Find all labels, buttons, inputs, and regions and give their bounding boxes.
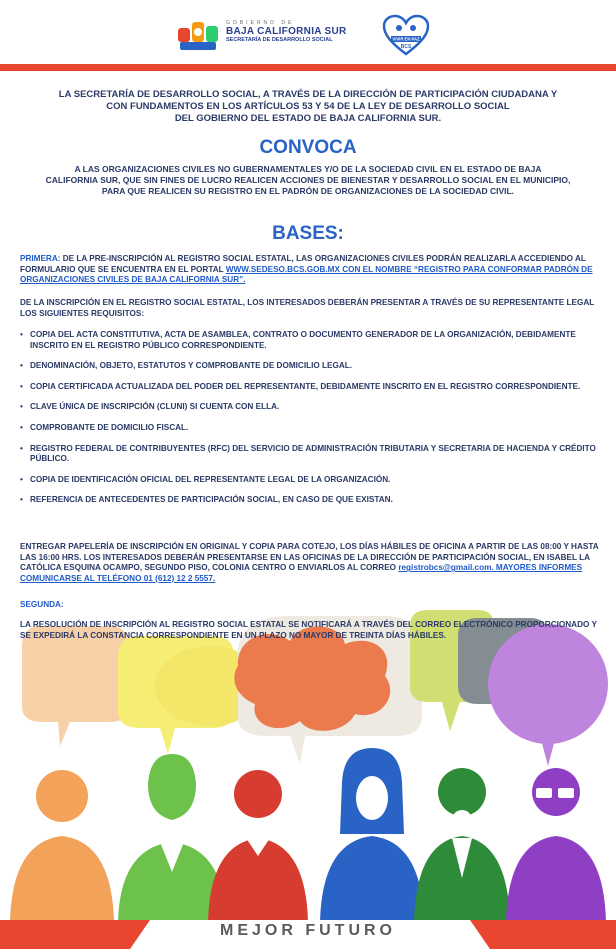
list-item: • DENOMINACIÓN, OBJETO, ESTATUTOS Y COMPROBANTE DE DOMICILIO LEGAL. bbox=[20, 361, 600, 372]
convoca-heading: CONVOCA bbox=[259, 137, 357, 158]
intro-paragraph bbox=[8, 164, 608, 197]
list-item: • COPIA DE IDENTIFICACIÓN OFICIAL DEL REPRESENTANTE LEGAL DE LA ORGANIZACIÓN. bbox=[20, 475, 600, 486]
requirements-list bbox=[20, 330, 600, 506]
person-icon bbox=[10, 770, 114, 922]
portal-link[interactable]: WWW.SEDESO.BCS.GOB.MX CON EL NOMBRE “REGISTRO PARA CONFORMAR PADRÓN DE ORGANIZACIONES CIVILES DE BAJA CALIFORNIA SUR”. bbox=[20, 264, 593, 285]
person-icon bbox=[506, 768, 606, 922]
primera-label: PRIMERA: bbox=[20, 254, 61, 263]
intro-line: PARA QUE REALICEN SU REGISTRO EN EL PADRÓN DE ORGANIZACIONES DE LA SOCIEDAD CIVIL. bbox=[101, 186, 515, 196]
bases-heading: BASES: bbox=[272, 223, 344, 244]
intro-line: CALIFORNIA SUR, QUE SIN FINES DE LUCRO REALICEN ACCIONES DE BIENESTAR Y DESARROLLO SOCIAL EN EL MUNICIPIO, bbox=[45, 175, 571, 185]
person-icon bbox=[118, 754, 226, 922]
announcement-title bbox=[10, 89, 606, 125]
requirements-intro: DE LA INSCRIPCIÓN EN EL REGISTRO SOCIAL ESTATAL, LOS INTERESADOS DEBERÁN PRESENTAR A TRAVÉS DE SU REPRESENTANTE LEGAL LOS SIGUIENTES REQUISITOS: bbox=[20, 298, 595, 318]
state-name: BAJA CALIFORNIA SUR bbox=[226, 26, 347, 37]
intro-line: A LAS ORGANIZACIONES CIVILES NO GUBERNAMENTALES Y/O DE LA SOCIEDAD CIVIL EN EL ESTADO DE BAJA bbox=[74, 164, 542, 174]
primera-paragraph bbox=[20, 254, 600, 286]
speech-bubble-icon bbox=[488, 624, 608, 744]
delivery-text: ENTREGAR PAPELERÍA DE INSCRIPCIÓN EN ORIGINAL Y COPIA PARA COTEJO, LOS DÍAS HÁBILES DE OFICINA A PARTIR DE LAS 08:00 Y HASTA LAS 16:00 HRS. LOS INTERESADOS DEBERÁN PRESENTARSE EN LAS OFICINAS DE LA DIRECCIÓN DE PARTICIPACIÓN SOCIAL, EN ISABEL LA CATÓLICA ESQUINA OCAMPO, SEGUNDO PISO, COLONIA CENTRO O ENVIARLOS AL CORREO bbox=[20, 542, 599, 573]
list-item: • REGISTRO FEDERAL DE CONTRIBUYENTES (RFC) DEL SERVICIO DE ADMINISTRACIÓN TRIBUTARIA Y SECRETARIA DE HACIENDA Y CRÉDITO PÚBLICO. bbox=[20, 444, 600, 465]
header bbox=[0, 0, 616, 62]
secretariat-name: SECRETARÍA DE DESARROLLO SOCIAL bbox=[226, 37, 333, 43]
government-wordmark bbox=[226, 20, 366, 44]
list-item: • REFERENCIA DE ANTECEDENTES DE PARTICIPACIÓN SOCIAL, EN CASO DE QUE EXISTAN. bbox=[20, 495, 600, 506]
delivery-paragraph bbox=[20, 542, 600, 584]
government-label: GOBIERNO DE bbox=[226, 20, 295, 26]
emblem-text-1: VIVIR EN PAZ bbox=[392, 36, 420, 42]
email-link[interactable]: registrobcs@gmail.com. MAYORES INFORMES COMUNICARSE AL TELÉFONO 01 (612) 12 2 5557. bbox=[20, 563, 583, 583]
vivir-en-paz-heart-icon bbox=[382, 14, 430, 58]
footer-slogan: MEJOR FUTURO bbox=[220, 922, 396, 939]
segunda-label: SEGUNDA: bbox=[20, 600, 64, 609]
title-line: LA SECRETARÍA DE DESARROLLO SOCIAL, A TRAVÉS DE LA DIRECCIÓN DE PARTICIPACIÓN CIUDADANA Y bbox=[58, 89, 558, 100]
list-item: • COPIA DEL ACTA CONSTITUTIVA, ACTA DE ASAMBLEA, CONTRATO O DOCUMENTO GENERADOR DE LA ORGANIZACIÓN, DEBIDAMENTE INSCRITO EN EL REGISTRO PÚBLICO CORRESPONDIENTE. bbox=[20, 330, 600, 351]
header-divider bbox=[0, 64, 616, 71]
title-line: DEL GOBIERNO DEL ESTADO DE BAJA CALIFORNIA SUR. bbox=[174, 113, 442, 124]
list-item: • CLAVE ÚNICA DE INSCRIPCIÓN (CLUNI) SI CUENTA CON ELLA. bbox=[20, 402, 600, 413]
person-icon bbox=[320, 748, 424, 922]
person-icon bbox=[414, 768, 510, 922]
emblem-text-2: BCS bbox=[400, 44, 412, 50]
person-icon bbox=[208, 770, 308, 922]
primera-text: DE LA PRE-INSCRIPCIÓN AL REGISTRO SOCIAL ESTATAL, LAS ORGANIZACIONES CIVILES PODRÁN REALIZARLA ACCEDIENDO AL FORMULARIO QUE SE ENCUENTRA EN EL PORTAL bbox=[20, 254, 586, 274]
list-item: • COMPROBANTE DE DOMICILIO FISCAL. bbox=[20, 423, 600, 434]
government-logo-icon bbox=[176, 18, 220, 54]
list-item: • COPIA CERTIFICADA ACTUALIZADA DEL PODER DEL REPRESENTANTE, DEBIDAMENTE INSCRITO EN EL REGISTRO CORRESPONDIENTE. bbox=[20, 382, 600, 393]
speech-bubble-icon bbox=[22, 626, 128, 746]
segunda-text: LA RESOLUCIÓN DE INSCRIPCIÓN AL REGISTRO SOCIAL ESTATAL SE NOTIFICARÁ A TRAVÉS DEL CORREO ELECTRÓNICO PROPORCIONADO Y SE EXPEDIRÁ LA CONSTANCIA CORRESPONDIENTE EN UN PLAZO NO MAYOR DE TREINTA DÍAS HÁBILES. bbox=[20, 620, 597, 640]
title-line: CON FUNDAMENTOS EN LOS ARTÍCULOS 53 Y 54 DE LA LEY DE DESARROLLO SOCIAL bbox=[106, 101, 510, 112]
